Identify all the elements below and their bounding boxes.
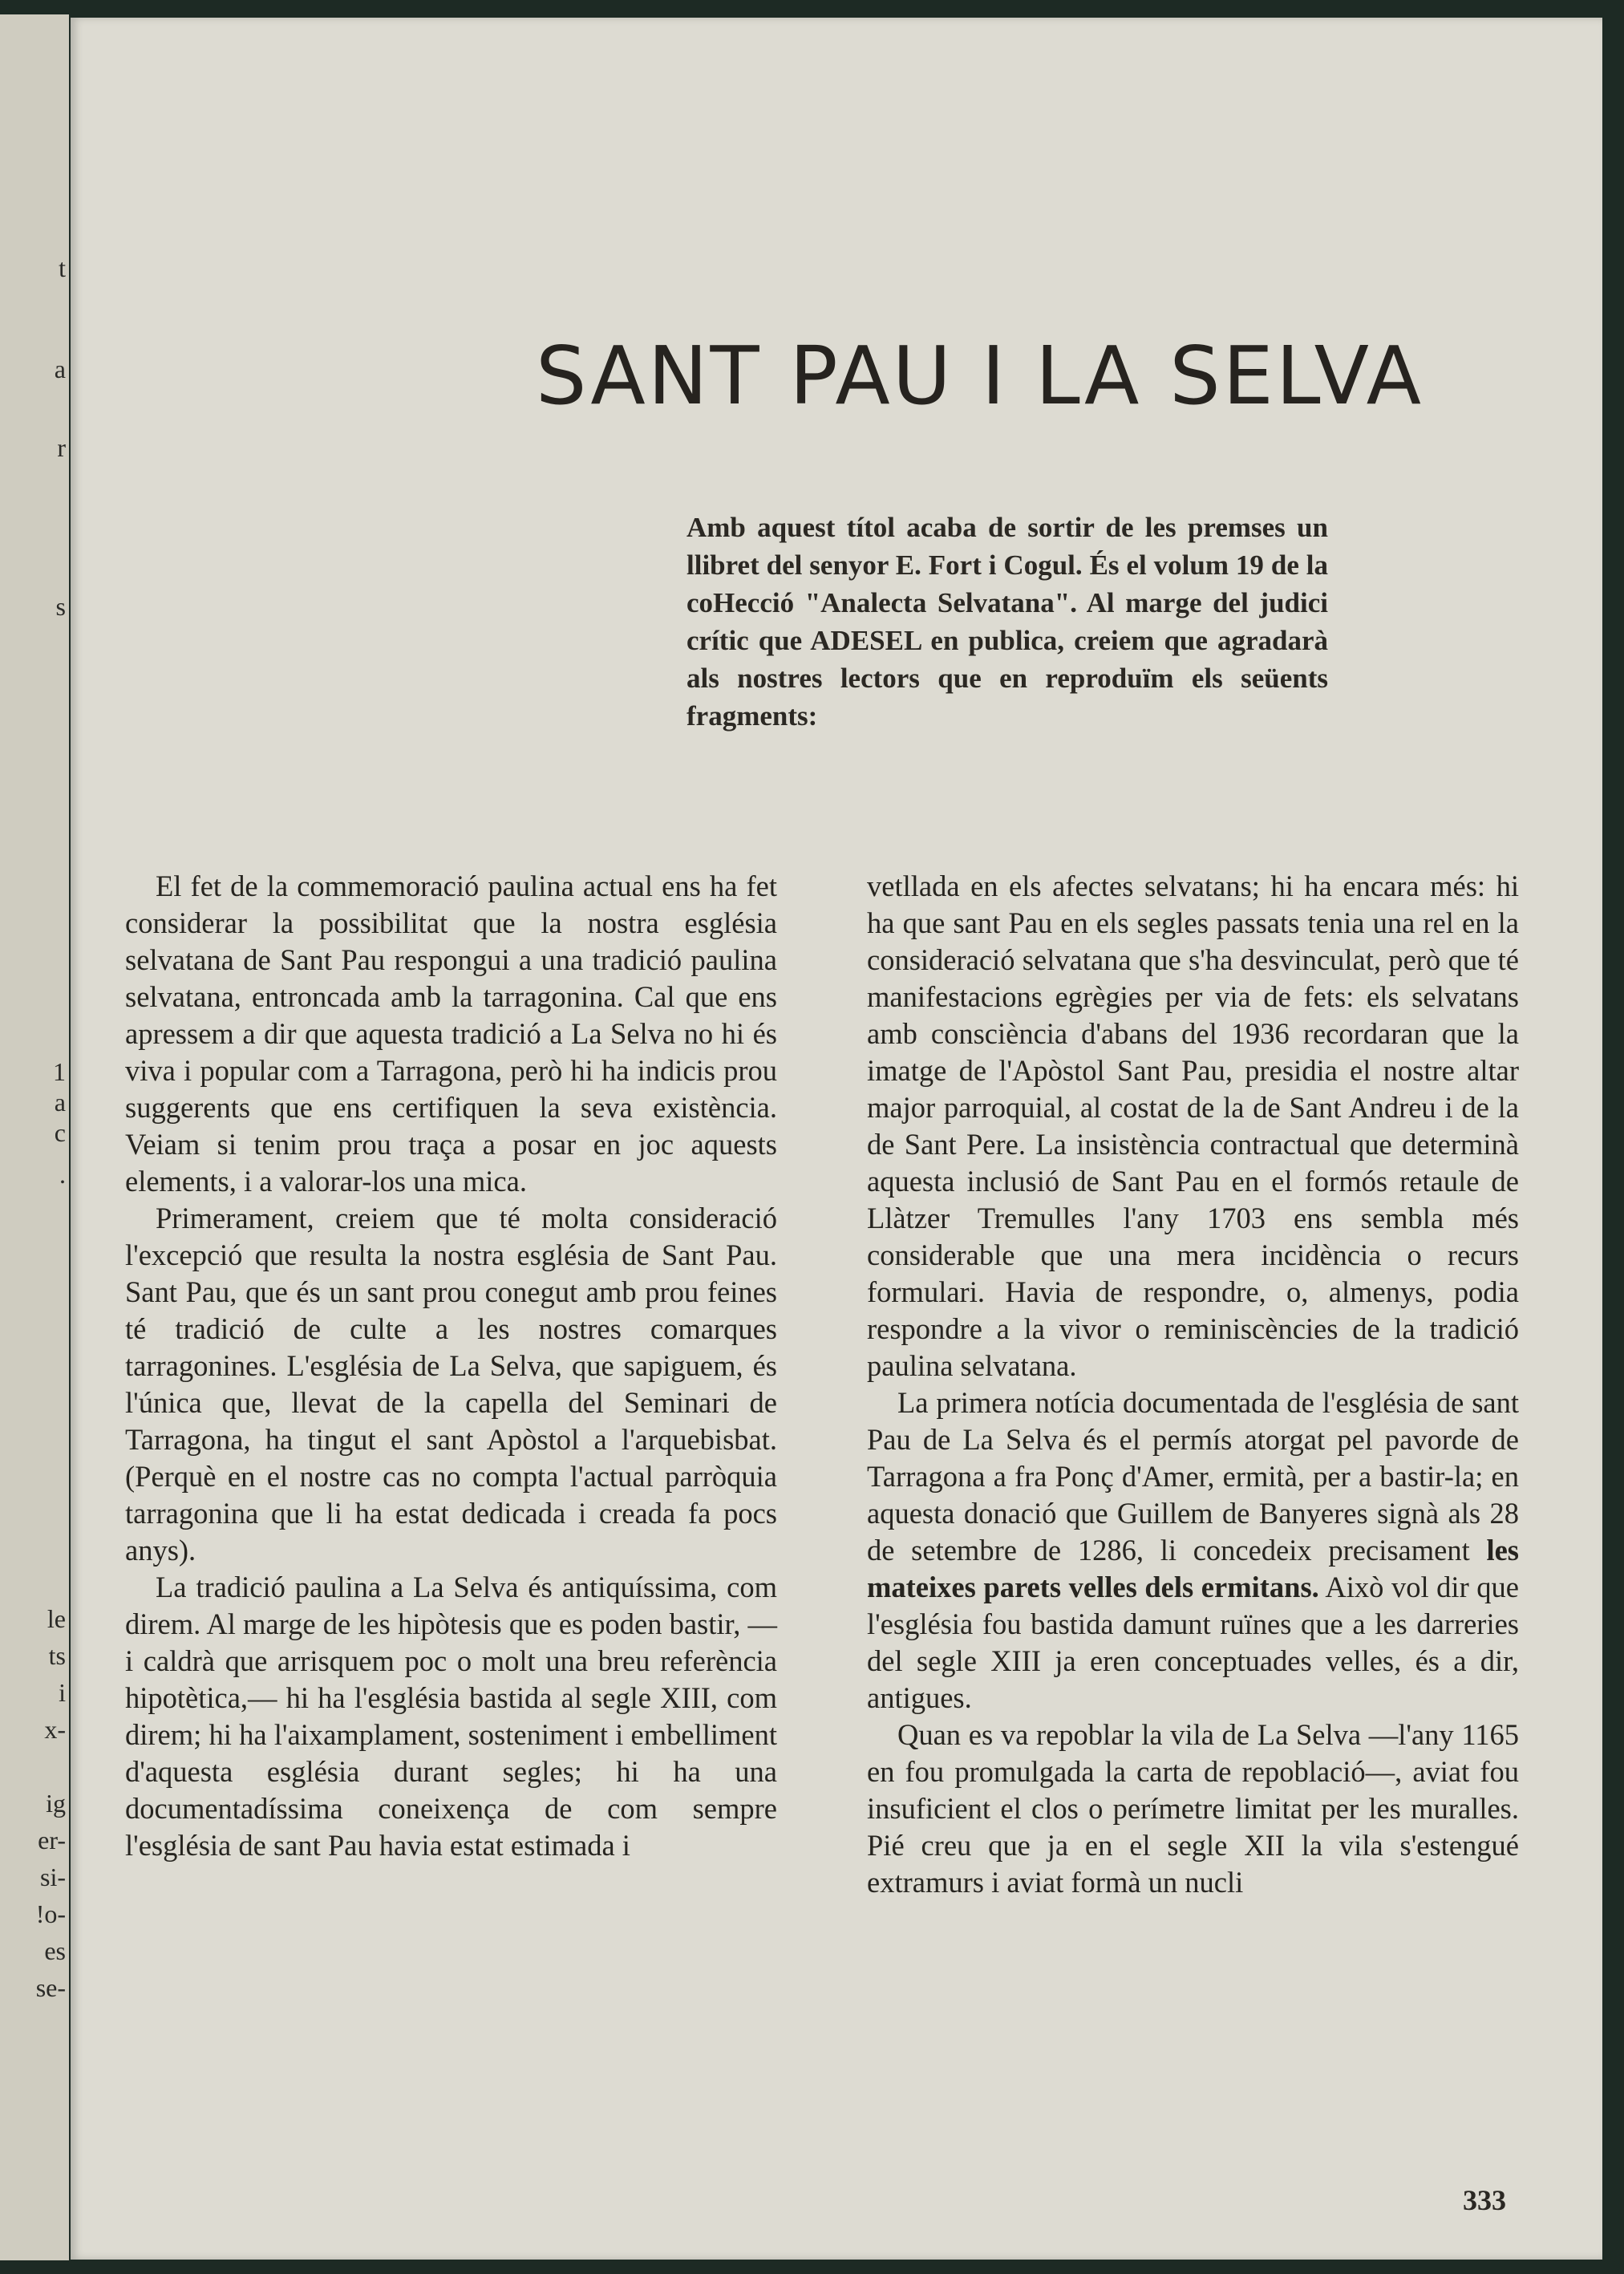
paragraph: El fet de la commemoració paulina actual ens ha fet considerar la possibilitat que la nostra església selvatana de Sant Pau respongui a una tradició paulina selvatana, entroncada amb la tarragonina. Cal que ens apressem a dir que aquesta tradició a La Selva no hi és viva i popular com a Tarragona, però hi ha indicis prou suggerents que ens certifiquen la seva existència. Veiam si tenim prou traça a posar en joc aquests elements, i a valorar-los una mica. (125, 869, 777, 1198)
prev-page-fragment: r (57, 433, 66, 462)
prev-page-fragment: ig (46, 1789, 66, 1818)
prev-page-fragment: i (59, 1678, 66, 1707)
prev-page-fragment: se- (35, 1973, 66, 2002)
left-column (125, 868, 777, 1864)
prev-page-fragment: es (44, 1936, 66, 1965)
prev-page-fragment: ts (48, 1641, 66, 1670)
paragraph: vetllada en els afectes selvatans; hi ha encara més: hi ha que sant Pau en els segles passats tenia una rel en la consideració selvatana que s'ha desvinculat, però que té manifestacions egrègies per via de fets: els selvatans amb consciència d'abans del 1936 recordaran que la imatge de l'Apòstol Sant Pau, presidia el nostre altar major parroquial, al costat de la de Sant Andreu i de la de Sant Pere. La insistència contractual que determinà aquesta inclusió de Sant Pau en el formós retaule de Llàtzer Tremulles l'any 1703 ens sembla més considerable que una mera incidència o recurs formulari. Havia de respondre, o, almenys, podia respondre a la vivor o reminiscències de la tradició paulina selvatana. (867, 869, 1519, 1382)
prev-page-fragment: a (54, 1088, 66, 1117)
paragraph: Primerament, creiem que té molta consideració l'excepció que resulta la nostra església de Sant Pau. Sant Pau, que és un sant prou conegut amb prou feines té tradició de culte a les nostres comarques tarragonines. L'església de La Selva, que sapiguem, és l'única que, llevat de la capella del Seminari de Tarragona, ha tingut el sant Apòstol a l'arquebisbat. (Perquè en el nostre cas no compta l'actual parròquia tarragonina que li ha estat dedicada i creada fa pocs anys). (125, 1202, 777, 1567)
prev-page-fragment: t (59, 253, 66, 282)
prev-page-fragment: . (59, 1160, 66, 1189)
prev-page-fragment: a (54, 355, 66, 383)
paragraph: Quan es va repoblar la vila de La Selva —l'any 1165 en fou promulgada la carta de repoblació—, aviat fou insuficient el clos o perímetre limitat per les muralles. Pié creu que ja en el segle XII la vila s'estengué extramurs i aviat formà un nucli (867, 1718, 1519, 1899)
page-number: 333 (1463, 2184, 1506, 2216)
prev-page-fragment: x- (44, 1715, 66, 1744)
paragraph-text: Això vol dir que l'església fou bastida damunt ruïnes que a les darreries del segle XIII ja eren conceptuades velles, és a dir, antigues. (867, 1571, 1520, 1714)
magazine-page (71, 18, 1602, 2260)
prev-page-fragment: s (55, 592, 66, 621)
prev-page-fragment: c (54, 1118, 66, 1147)
prev-page-fragment: 1 (53, 1057, 66, 1086)
previous-page-edge (0, 14, 69, 2260)
prev-page-fragment: er- (38, 1826, 66, 1854)
right-column (867, 868, 1519, 1901)
prev-page-fragment: !o- (35, 1899, 66, 1928)
article-intro: Amb aquest títol acaba de sortir de les premses un llibret del senyor E. Fort i Cogul. És el volum 19 de la coHecció "Analecta Selvatana". Al marge del judici crític que ADESEL en publica, creiem que agradarà als nostres lectors que en reproduïm els seüents fragments: (686, 512, 1328, 732)
paragraph (867, 1384, 1519, 1717)
prev-page-fragment: si- (40, 1863, 66, 1891)
paragraph: La tradició paulina a La Selva és antiquíssima, com direm. Al marge de les hipòtesis que es poden bastir, —i caldrà que arrisquem poc o molt una breu referència hipotètica,— hi ha l'església bastida al segle XIII, com direm; hi ha l'aixamplament, sosteniment i embelliment d'aquesta església durant segles; hi ha una documentadíssima coneixença de com sempre l'església de sant Pau havia estat estimada i (125, 1571, 777, 1862)
article-title: SANT PAU I LA SELVA (536, 329, 1424, 423)
paragraph-text: La primera notícia documentada de l'església de sant Pau de La Selva és el permís atorgat pel pavorde de Tarragona a fra Ponç d'Amer, ermità, per a bastir-la; en aquesta donació que Guillem de Banyeres signà als 28 de setembre de 1286, li concedeix precisament (867, 1386, 1519, 1567)
prev-page-fragment: le (47, 1604, 66, 1633)
emphasized-text: les mateixes parets velles dels ermitans. (867, 1534, 1519, 1603)
